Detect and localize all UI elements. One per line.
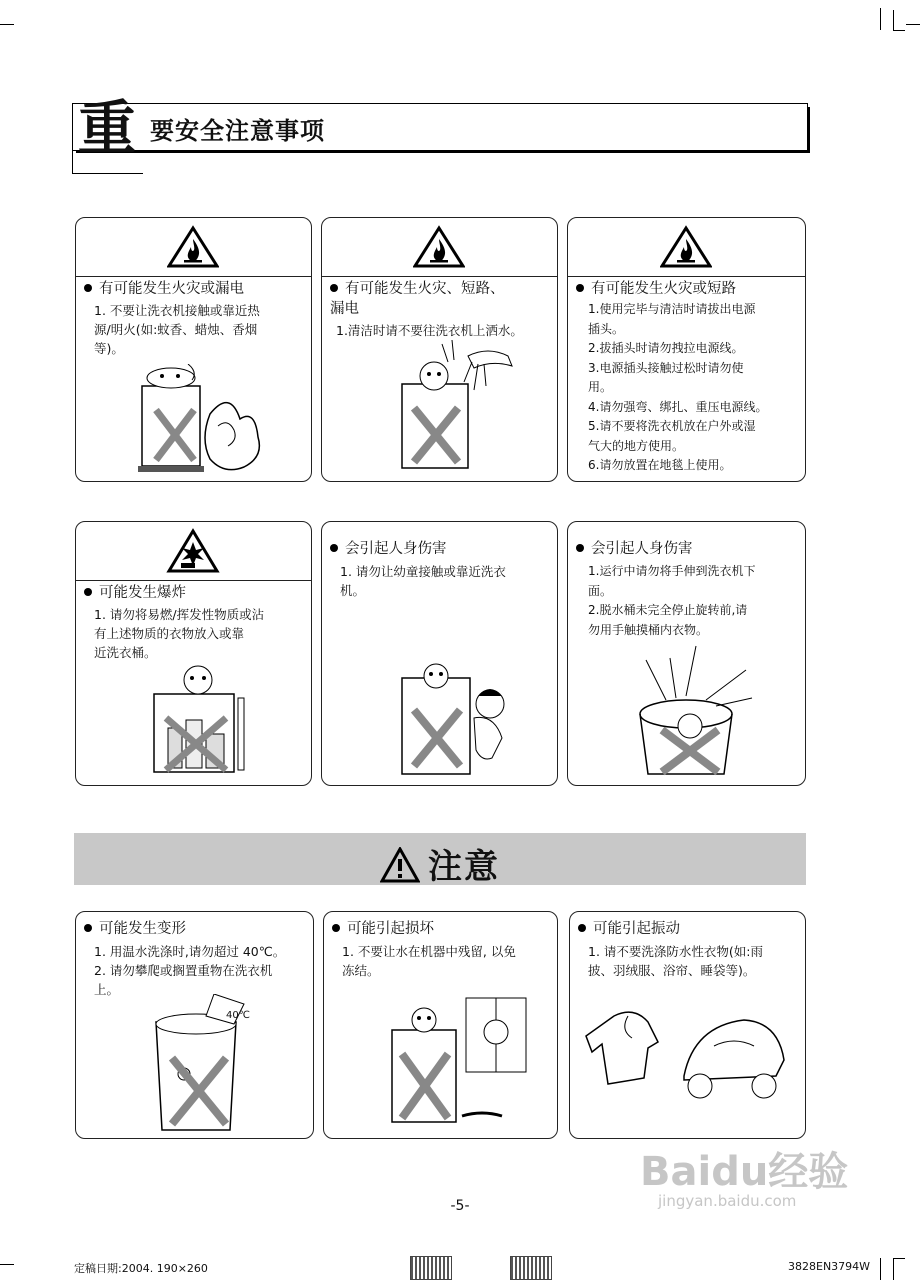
washer-freeze-illustration	[362, 992, 532, 1132]
waterproof-clothing-illustration	[584, 1006, 794, 1106]
caution-panel-deformation	[75, 911, 314, 1139]
explosion-warning-icon	[166, 528, 220, 574]
crop-mark	[0, 24, 14, 25]
safety-panel-child-injury	[321, 521, 558, 786]
safety-panel-spin-injury	[567, 521, 806, 786]
panel-item: 1.清洁时请不要往洗衣机上洒水。	[336, 323, 523, 338]
panel-heading: 有可能发生火灾或短路	[591, 281, 736, 297]
washer-child-illustration	[382, 648, 522, 778]
panel-heading: 会引起人身伤害	[591, 541, 693, 557]
washer-flammable-illustration	[126, 658, 276, 778]
registration-mark	[410, 1256, 452, 1280]
temperature-tag: 40℃	[226, 1010, 250, 1021]
crop-mark	[880, 1258, 881, 1280]
washer-heat-illustration	[128, 364, 268, 476]
panel-item: 2.脱水桶未完全停止旋转前,请 勿用手触摸桶内衣物。	[588, 603, 748, 637]
crop-mark	[893, 1258, 894, 1280]
panel-heading: 可能引起振动	[593, 921, 680, 937]
panel-item: 4.请勿强弯、绑扎、重压电源线。	[588, 399, 768, 414]
safety-panel-fire-short-leak	[321, 217, 558, 482]
panel-item: 5.请不要将洗衣机放在户外或湿 气大的地方使用。	[588, 419, 756, 453]
spin-tub-illustration	[606, 640, 766, 780]
safety-panel-fire-leak	[75, 217, 312, 482]
safety-panel-fire-short	[567, 217, 806, 482]
panel-item: 1. 不要让洗衣机接触或靠近热 源/明火(如:蚊香、蜡烛、香烟 等)。	[94, 303, 260, 356]
fire-warning-icon	[660, 225, 712, 269]
footer-code: 3828EN3794W	[788, 1260, 871, 1273]
panel-item: 1. 不要让水在机器中残留, 以免 冻结。	[342, 944, 516, 978]
panel-item: 3.电源插头接触过松时请勿使 用。	[588, 360, 744, 394]
title-text: 要安全注意事项	[150, 117, 325, 145]
crop-mark	[893, 30, 905, 31]
panel-heading: 有可能发生火灾或漏电	[99, 281, 244, 297]
registration-mark	[510, 1256, 552, 1280]
caution-panel-vibration	[569, 911, 806, 1139]
warning-triangle-icon	[380, 847, 420, 883]
panel-heading: 会引起人身伤害	[345, 541, 447, 557]
title-big-char: 重	[78, 94, 137, 162]
caution-label: 注意	[428, 847, 500, 887]
panel-item: 6.请勿放置在地毯上使用。	[588, 458, 732, 472]
crop-mark	[906, 24, 920, 25]
caution-banner	[74, 833, 806, 885]
fire-warning-icon	[413, 225, 465, 269]
caution-panel-damage	[323, 911, 558, 1139]
crop-mark	[880, 8, 881, 30]
crop-mark	[893, 10, 894, 30]
crop-mark	[0, 1264, 14, 1265]
safety-panel-explosion	[75, 521, 312, 786]
page-number: -5-	[450, 1198, 470, 1214]
panel-item: 2. 请勿攀爬或搁置重物在洗衣机 上。	[94, 963, 273, 997]
panel-item: 1. 请勿让幼童接触或靠近洗衣 机。	[340, 564, 506, 598]
baidu-watermark-url: jingyan.baidu.com	[658, 1192, 797, 1210]
washer-spray-illustration	[372, 336, 522, 476]
footer-date: 定稿日期:2004. 190×260	[74, 1262, 208, 1275]
panel-item: 1.使用完毕与清洁时请拔出电源 插头。	[588, 302, 756, 336]
panel-heading: 可能发生变形	[99, 921, 186, 937]
panel-item: 1. 用温水洗涤时,请勿超过 40℃。	[94, 944, 286, 959]
baidu-watermark-logo: Baidu经验	[640, 1149, 849, 1195]
panel-item: 2.拔插头时请勿拽拉电源线。	[588, 341, 744, 355]
page-title	[72, 94, 808, 175]
panel-item: 1.运行中请勿将手伸到洗衣机下 面。	[588, 564, 756, 598]
fire-warning-icon	[167, 225, 219, 269]
panel-item: 1. 请勿将易燃/挥发性物质或沾 有上述物质的衣物放入或靠 近洗衣桶。	[94, 607, 265, 660]
crop-mark	[893, 1258, 905, 1259]
panel-item: 1. 请不要洗涤防水性衣物(如:雨 披、羽绒服、浴帘、睡袋等)。	[588, 944, 763, 978]
panel-heading: 可能发生爆炸	[99, 585, 186, 601]
panel-heading: 可能引起损坏	[347, 921, 434, 937]
panel-heading: 有可能发生火灾、短路、 漏电	[330, 281, 505, 317]
